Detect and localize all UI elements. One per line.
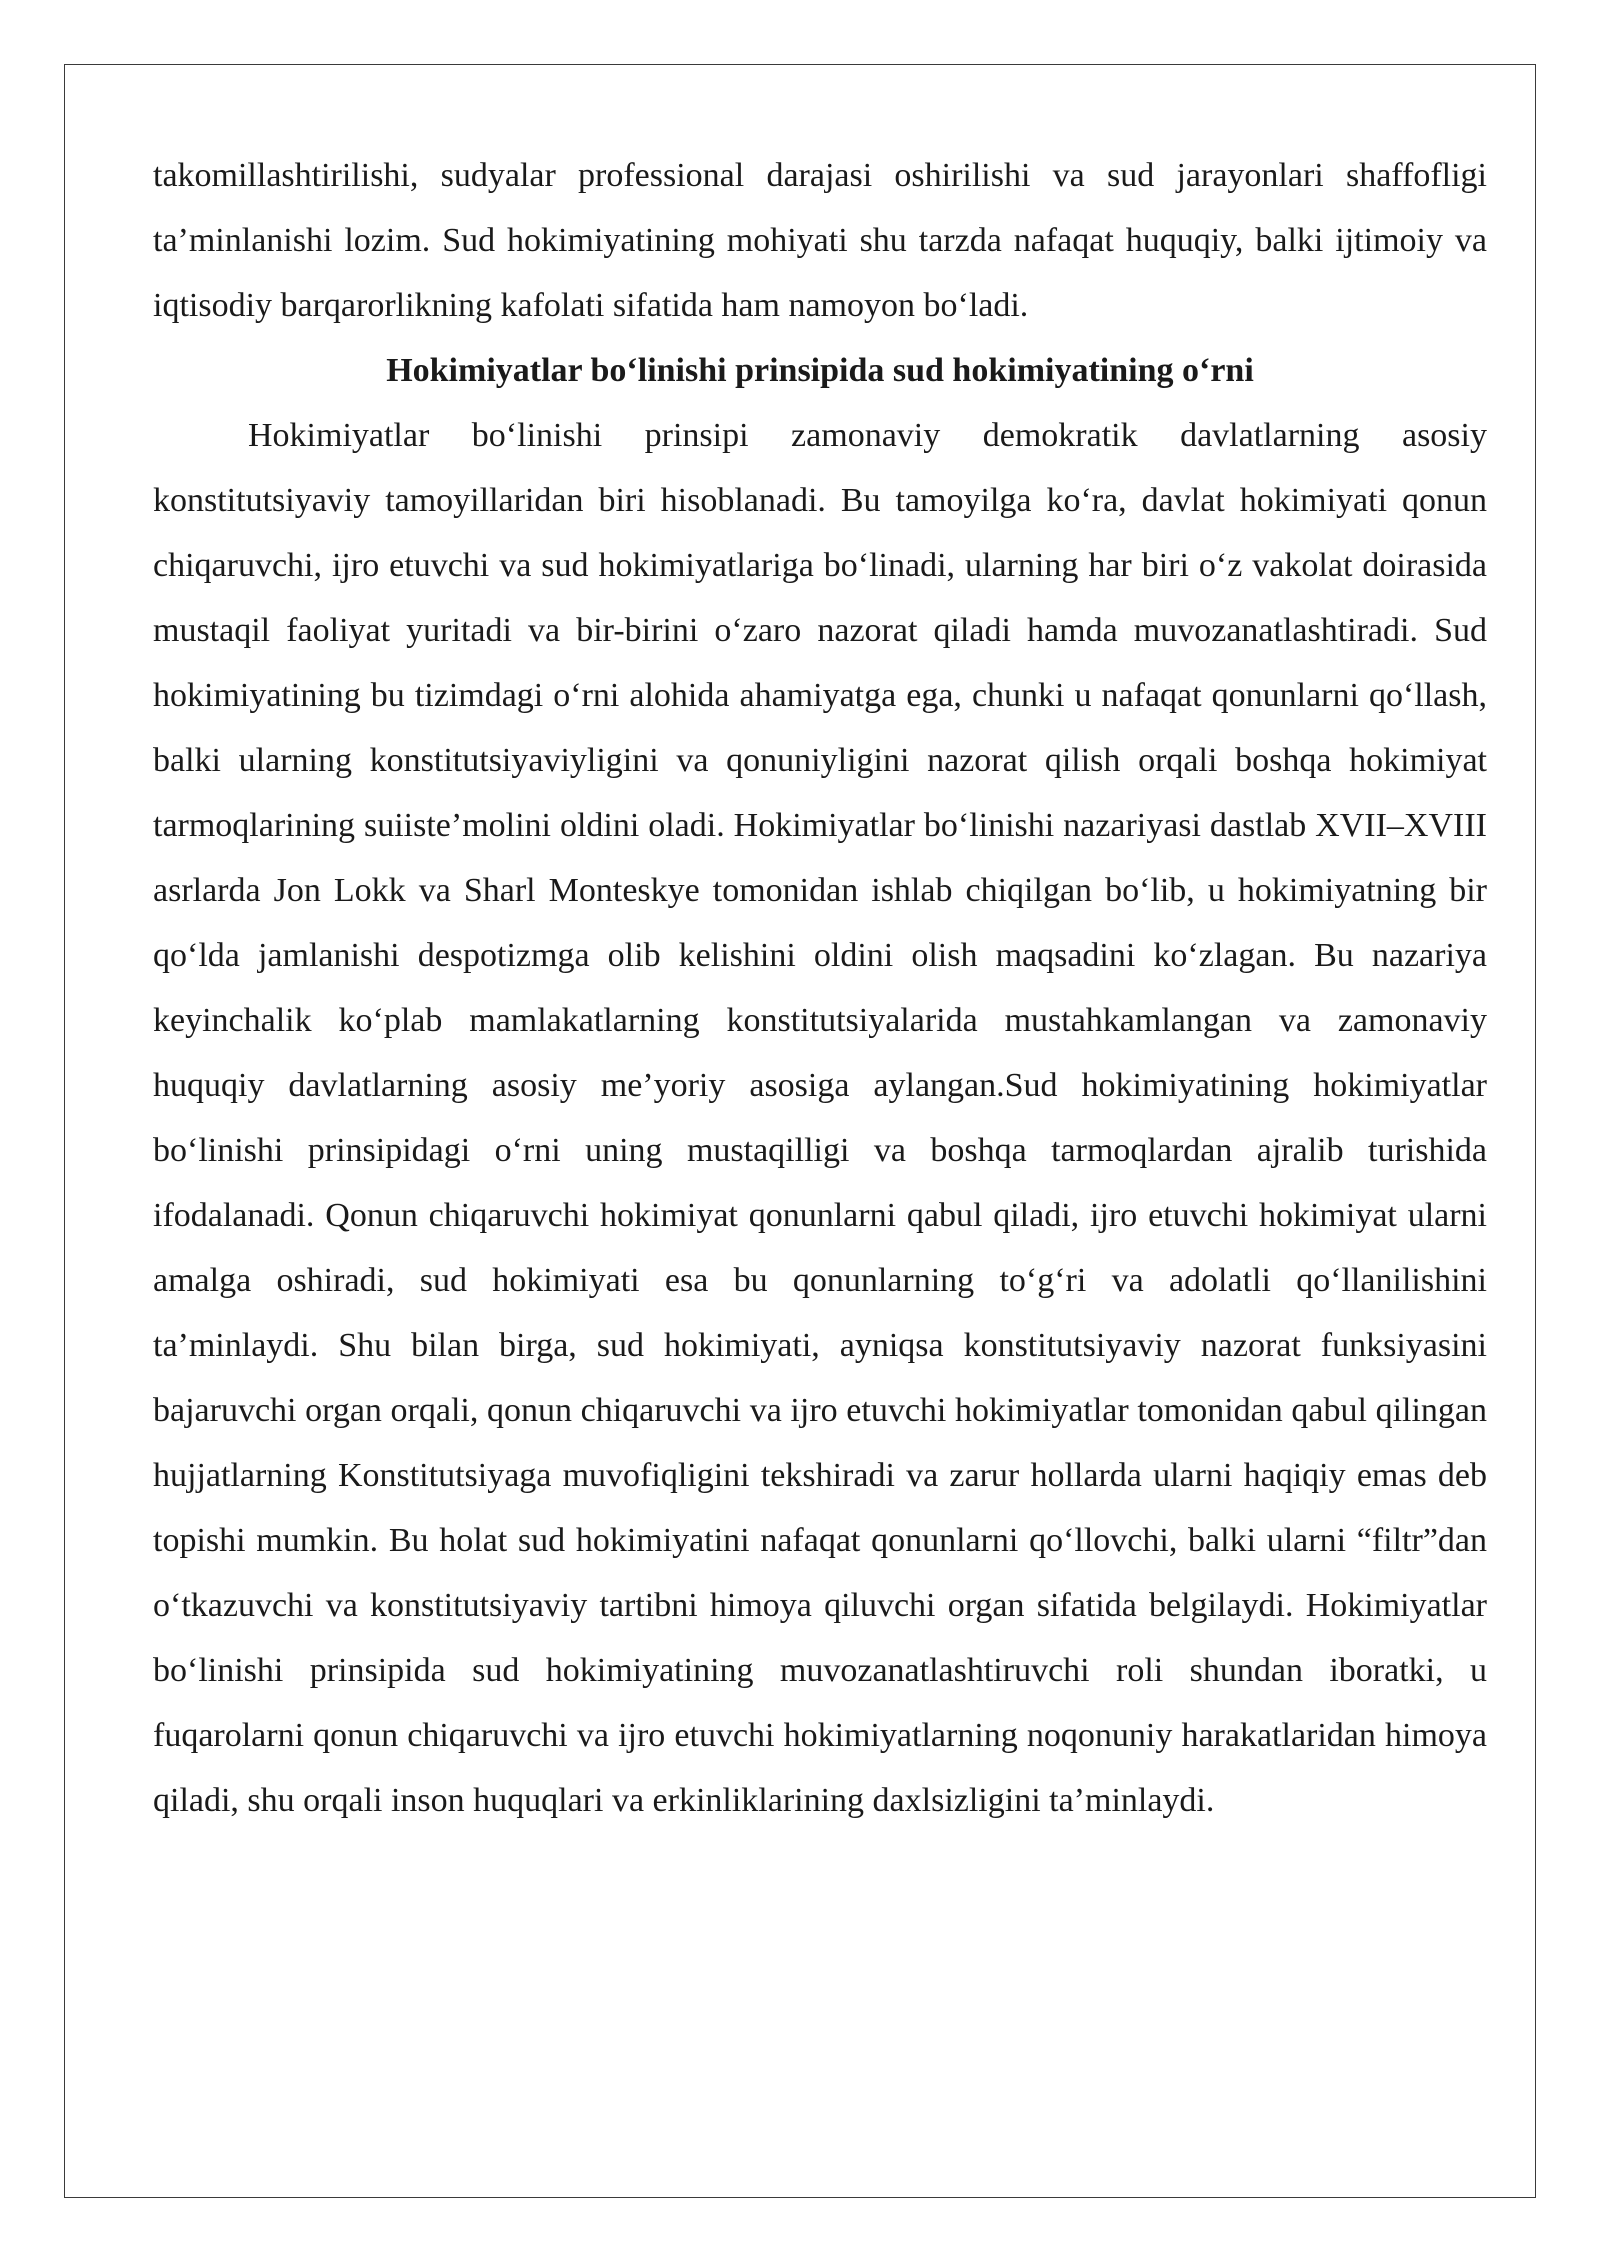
section-heading: Hokimiyatlar bo‘linishi prinsipida sud hokimiyatining o‘rni [386,352,1254,389]
continuation-paragraph: takomillashtirilishi, sudyalar professional darajasi oshirilishi va sud jarayonlari shaffofligi ta’minlanishi lozim. Sud hokimiyatining mohiyati shu tarzda nafaqat huquqiy, balki ijtimoiy va iqtisodiy barqarorlikning kafolati sifatida ham namoyon bo‘ladi. [153,157,1487,324]
document-body [153,143,1487,1833]
main-paragraph: Hokimiyatlar bo‘linishi prinsipi zamonaviy demokratik davlatlarning asosiy konstitutsiyaviy tamoyillaridan biri hisoblanadi. Bu tamoyilga ko‘ra, davlat hokimiyati qonun chiqaruvchi, ijro etuvchi va sud hokimiyatlariga bo‘linadi, ularning har biri o‘z vakolat doirasida mustaqil faoliyat yuritadi va bir-birini o‘zaro nazorat qiladi hamda muvozanatlashtiradi. Sud hokimiyatining bu tizimdagi o‘rni alohida ahamiyatga ega, chunki u nafaqat qonunlarni qo‘llash, balki ularning konstitutsiyaviyligini va qonuniyligini nazorat qilish orqali boshqa hokimiyat tarmoqlarining suiiste’molini oldini oladi. Hokimiyatlar bo‘linishi nazariyasi dastlab XVII–XVIII asrlarda Jon Lokk va Sharl Monteskye tomonidan ishlab chiqilgan bo‘lib, u hokimiyatning bir qo‘lda jamlanishi despotizmga olib kelishini oldini olish maqsadini ko‘zlagan. Bu nazariya keyinchalik ko‘plab mamlakatlarning konstitutsiyalarida mustahkamlangan va zamonaviy huquqiy davlatlarning asosiy me’yoriy asosiga aylangan.Sud hokimiyatining hokimiyatlar bo‘linishi prinsipidagi o‘rni uning mustaqilligi va boshqa tarmoqlardan ajralib turishida ifodalanadi. Qonun chiqaruvchi hokimiyat qonunlarni qabul qiladi, ijro etuvchi hokimiyat ularni amalga oshiradi, sud hokimiyati esa bu qonunlarning to‘g‘ri va adolatli qo‘llanilishini ta’minlaydi. Shu bilan birga, sud hokimiyati, ayniqsa konstitutsiyaviy nazorat funksiyasini bajaruvchi organ orqali, qonun chiqaruvchi va ijro etuvchi hokimiyatlar tomonidan qabul qilingan hujjatlarning Konstitutsiyaga muvofiqligini tekshiradi va zarur hollarda ularni haqiqiy emas deb topishi mumkin. Bu holat sud hokimiyatini nafaqat qonunlarni qo‘llovchi, balki ularni “filtr”dan o‘tkazuvchi va konstitutsiyaviy tartibni himoya qiluvchi organ sifatida belgilaydi. Hokimiyatlar bo‘linishi prinsipida sud hokimiyatining muvozanatlashtiruvchi roli shundan iboratki, u fuqarolarni qonun chiqaruvchi va ijro etuvchi hokimiyatlarning noqonuniy harakatlaridan himoya qiladi, shu orqali inson huquqlari va erkinliklarining daxlsizligini ta’minlaydi. [153,417,1487,1819]
